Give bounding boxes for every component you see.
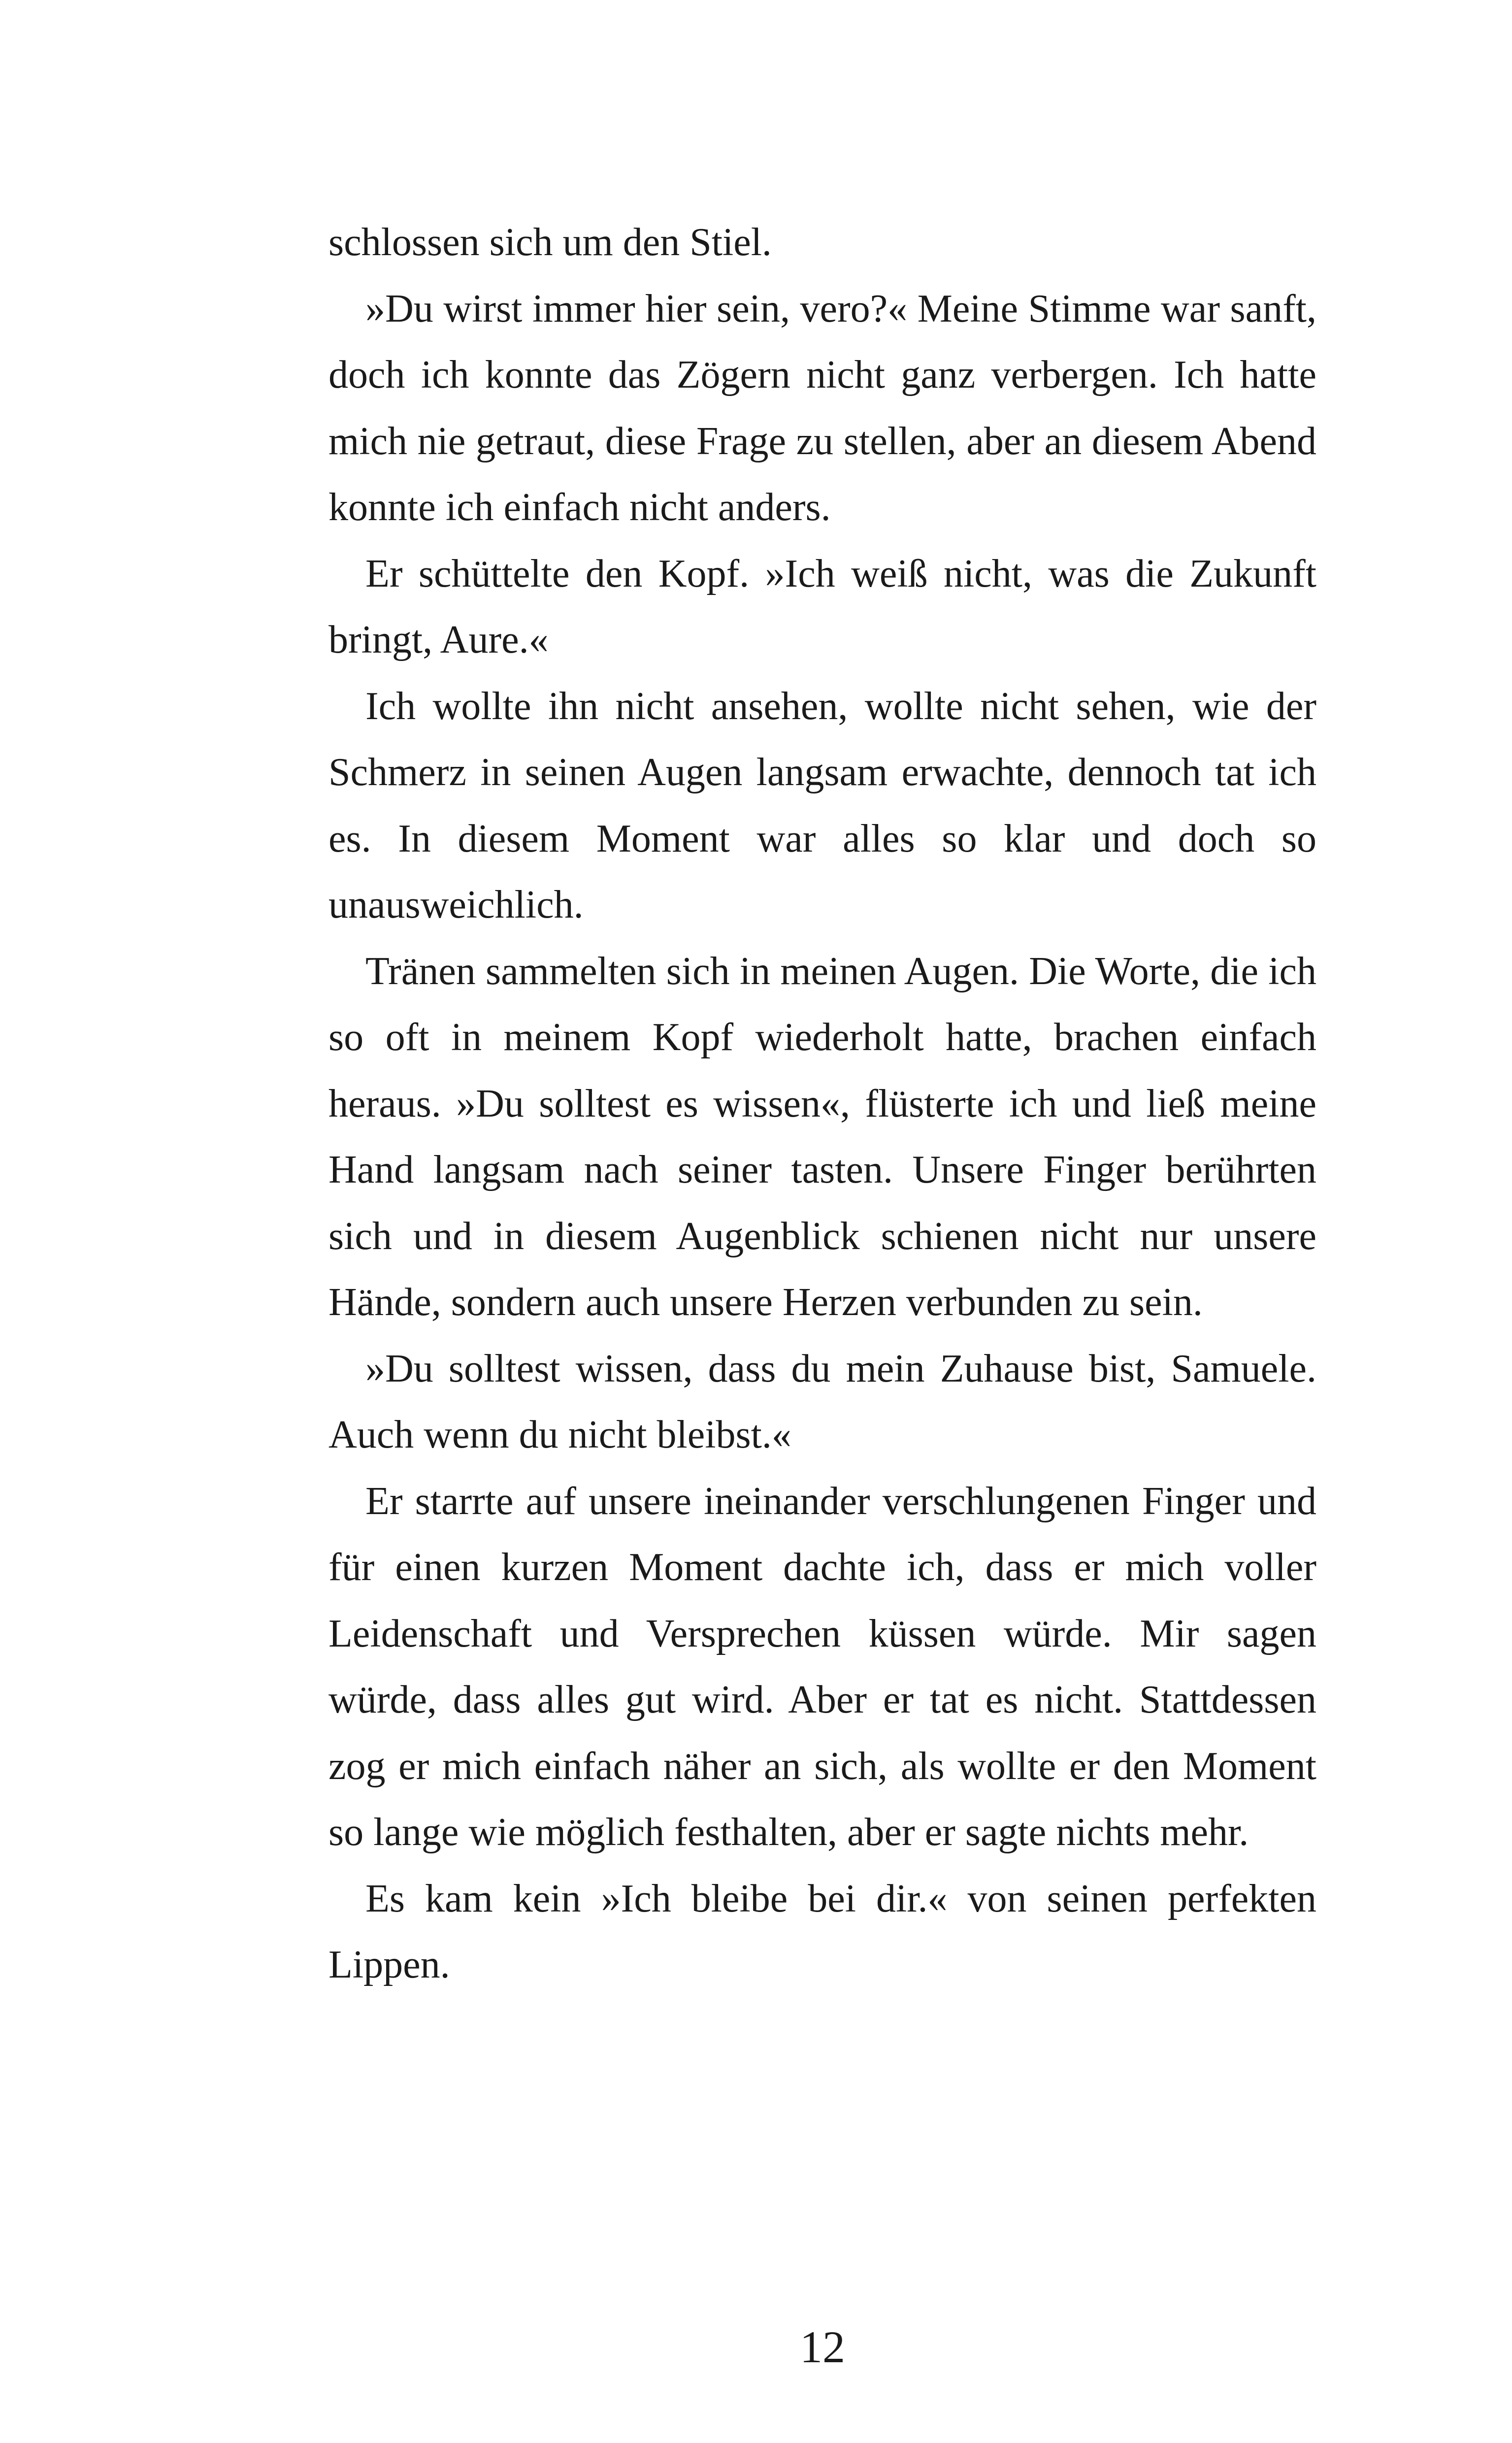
paragraph-7: Er starrte auf unsere ineinander verschlungenen Finger und für einen kurzen Moment dachte ich, dass er mich voller Leidenschaft und Versprechen küssen würde. Mir sagen würde, dass alles gut wird. Aber er tat es nicht. Stattdessen zog er mich einfach näher an sich, als wollte er den Moment so lange wie möglich festhalten, aber er sagte nichts mehr. <box>329 1479 1316 1854</box>
page-number: 12 <box>800 2322 845 2372</box>
paragraph-8: Es kam kein »Ich bleibe bei dir.« von seinen perfekten Lippen. <box>329 1877 1316 1986</box>
body-text <box>329 209 1316 1998</box>
paragraph-4: Ich wollte ihn nicht ansehen, wollte nicht sehen, wie der Schmerz in seinen Augen langsam erwachte, dennoch tat ich es. In diesem Moment war alles so klar und doch so unausweichlich. <box>329 684 1316 926</box>
paragraph-1: schlossen sich um den Stiel. <box>329 221 772 264</box>
paragraph-3: Er schüttelte den Kopf. »Ich weiß nicht, was die Zukunft bringt, Aure.« <box>329 552 1316 661</box>
paragraph-6: »Du solltest wissen, dass du mein Zuhause bist, Samuele. Auch wenn du nicht bleibst.« <box>329 1347 1316 1456</box>
paragraph-2: »Du wirst immer hier sein, vero?« Meine Stimme war sanft, doch ich konnte das Zögern nicht ganz verbergen. Ich hatte mich nie getraut, diese Frage zu stellen, aber an diesem Abend konnte ich einfach nicht anders. <box>329 287 1316 529</box>
paragraph-5: Tränen sammelten sich in meinen Augen. Die Worte, die ich so oft in meinem Kopf wiederholt hatte, brachen einfach heraus. »Du solltest es wissen«, flüsterte ich und ließ meine Hand langsam nach seiner tasten. Unsere Finger berührten sich und in diesem Augenblick schienen nicht nur unsere Hände, sondern auch unsere Herzen verbunden zu sein. <box>329 949 1316 1324</box>
